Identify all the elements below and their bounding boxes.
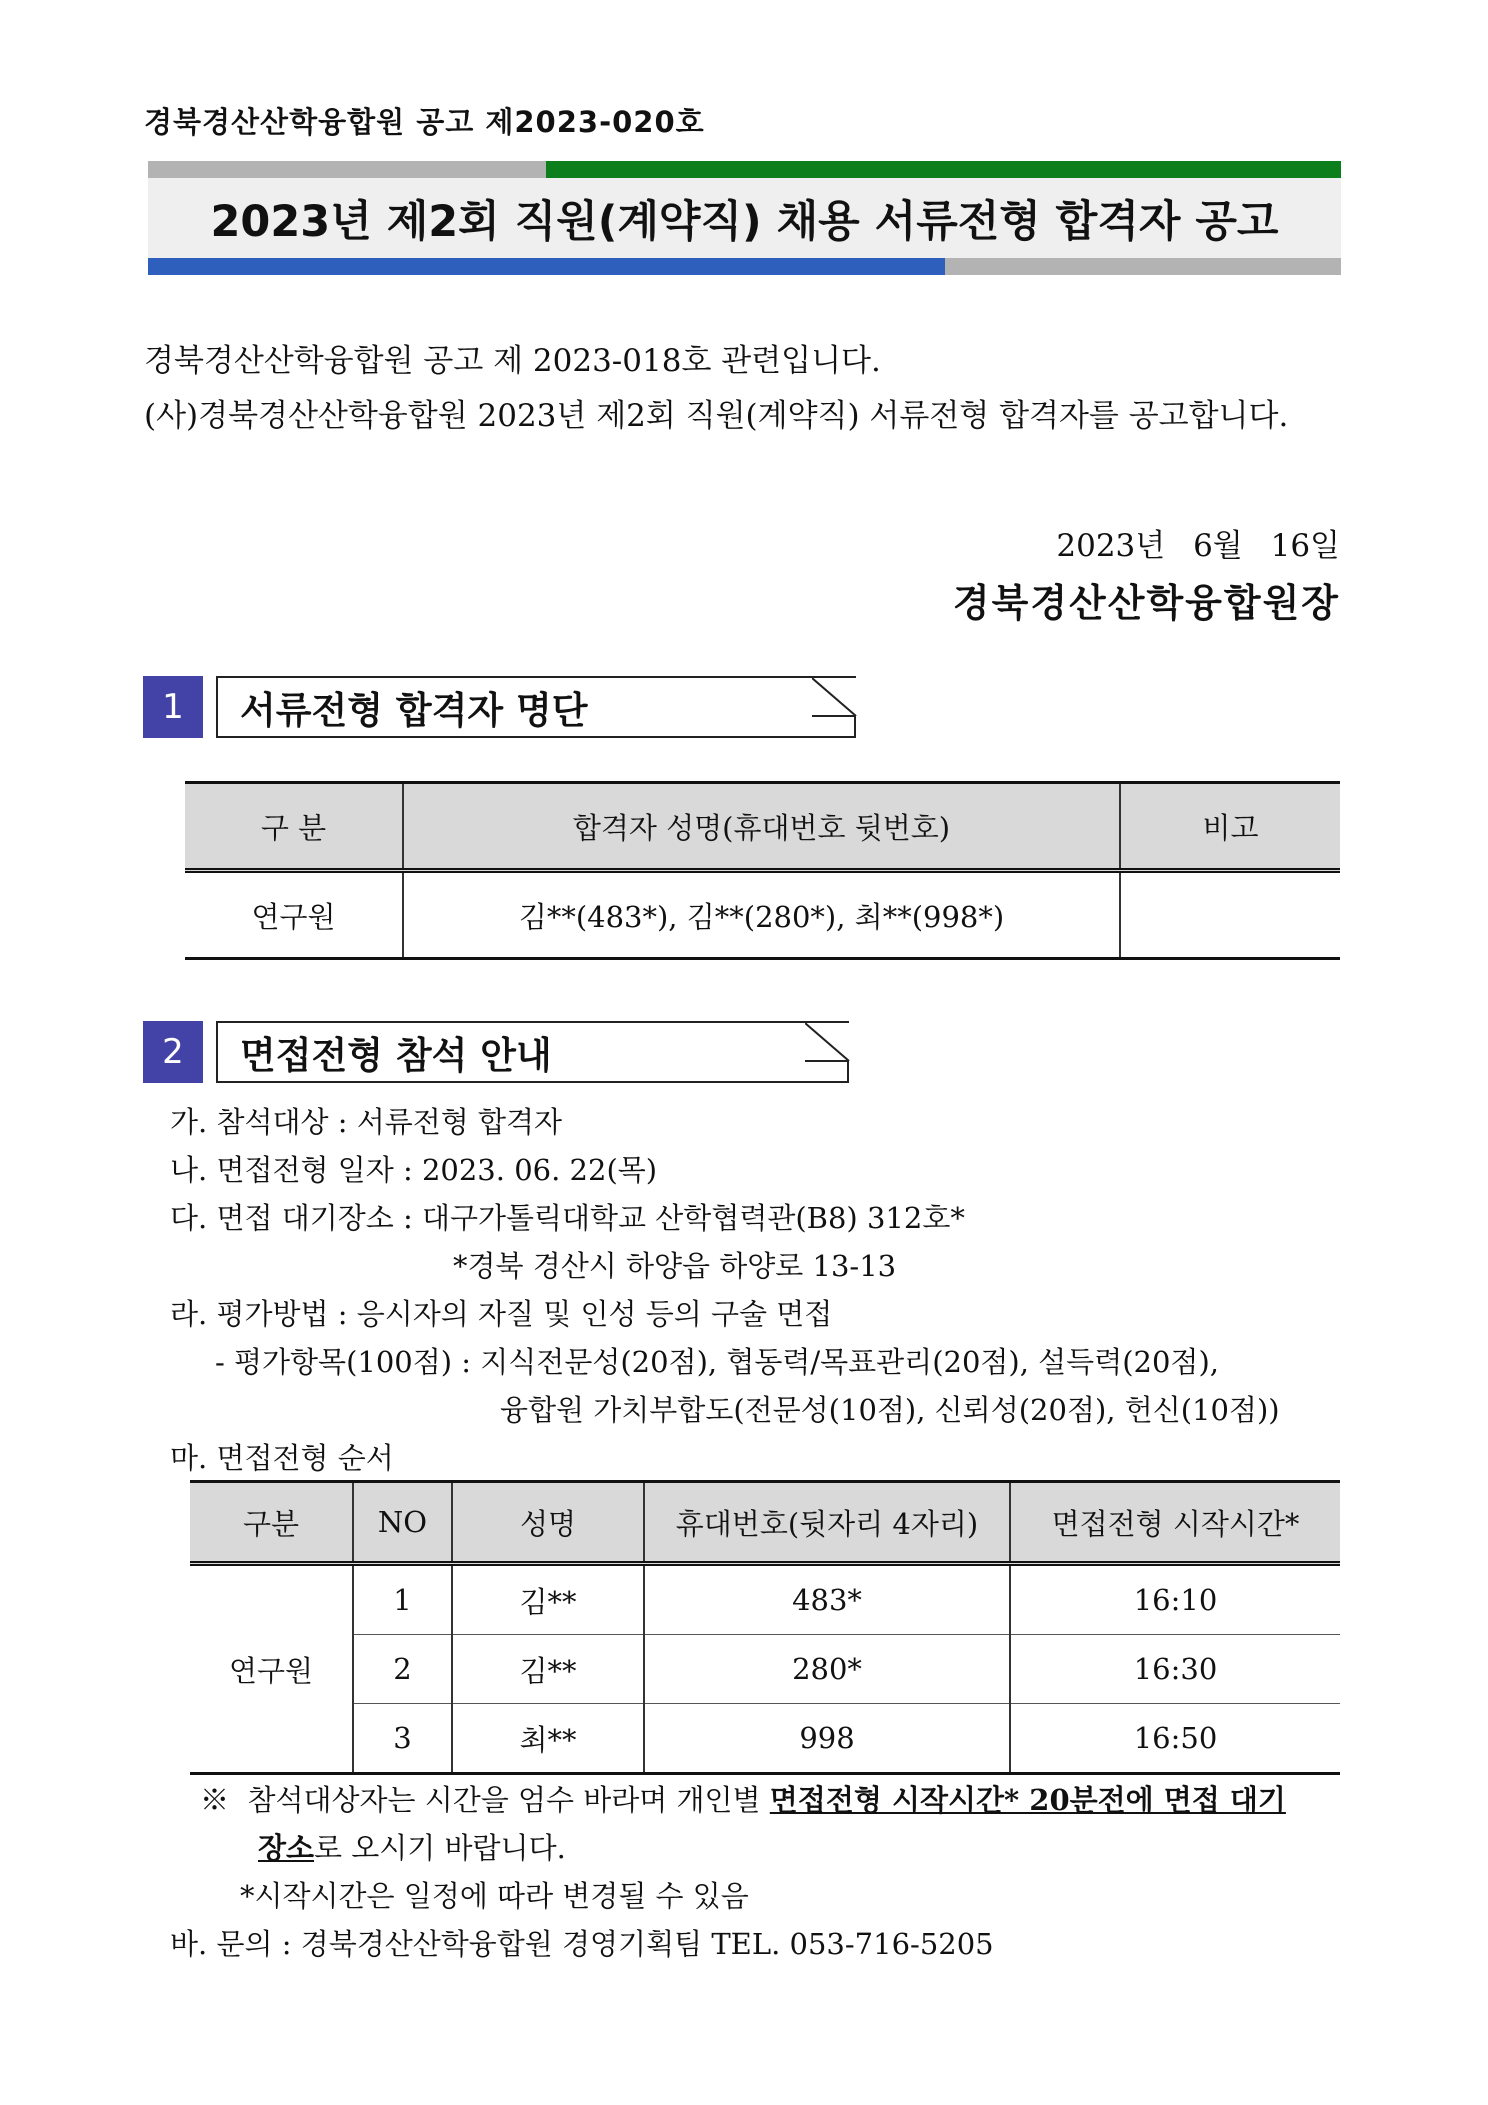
cell-phone: 280* — [644, 1635, 1010, 1704]
table-row — [190, 1635, 1340, 1704]
cell-category: 연구원 — [251, 899, 336, 934]
notice-number: 경북경산산학융합원 공고 제2023-020호 — [144, 105, 705, 139]
note-emphasis-2: 장소 — [258, 1831, 315, 1865]
passers-table — [185, 781, 1340, 960]
cell-no: 1 — [353, 1564, 452, 1635]
col-header-category: 구분 — [190, 1482, 353, 1564]
col-header-phone: 휴대번호(뒷자리 4자리) — [644, 1482, 1010, 1564]
col-header-start-time: 면접전형 시작시간* — [1010, 1482, 1340, 1564]
schedule-table — [190, 1480, 1340, 1775]
note-sub: *시작시간은 일정에 따라 변경될 수 있음 — [240, 1879, 749, 1913]
section-number-1: 1 — [143, 676, 203, 738]
folded-corner-icon — [812, 676, 858, 738]
item-evaluation-criteria-2: 융합원 가치부합도(전문성(10점), 신뢰성(20점), 헌신(10점)) — [500, 1393, 1280, 1427]
table-header-row — [185, 783, 1340, 871]
item-attendees: 가. 참석대상 : 서류전형 합격자 — [170, 1105, 563, 1139]
note-line-2 — [258, 1826, 566, 1867]
cell-time: 16:50 — [1010, 1704, 1340, 1774]
section-title-1 — [216, 676, 856, 738]
cell-names: 김**(483*), 김**(280*), 최**(998*) — [403, 871, 1120, 959]
item-waiting-place: 다. 면접 대기장소 : 대구가톨릭대학교 산학협력관(B8) 312호* — [170, 1201, 965, 1235]
item-address: *경북 경산시 하양읍 하양로 13-13 — [453, 1249, 897, 1283]
cell-name: 김** — [452, 1635, 644, 1704]
title-bar-gray-bottom — [945, 258, 1341, 275]
section-title-1-text: 서류전형 합격자 명단 — [240, 689, 588, 732]
cell-phone: 483* — [644, 1564, 1010, 1635]
col-header-no: NO — [353, 1482, 452, 1564]
schedule-header-row — [190, 1482, 1340, 1564]
item-interview-date: 나. 면접전형 일자 : 2023. 06. 22(목) — [170, 1153, 658, 1187]
section-title-2 — [216, 1021, 849, 1083]
cell-phone: 998 — [644, 1704, 1010, 1774]
notice-date: 2023년 6월 16일 — [1056, 528, 1340, 564]
cell-name: 최** — [452, 1704, 644, 1774]
item-interview-order: 마. 면접전형 순서 — [170, 1441, 394, 1475]
note-line-1 — [200, 1778, 1286, 1819]
cell-no: 2 — [353, 1635, 452, 1704]
intro-line-2: (사)경북경산산학융합원 2023년 제2회 직원(계약직) 서류전형 합격자를 공고합니다. — [144, 398, 1289, 434]
title-bar-blue — [148, 258, 945, 275]
cell-category: 연구원 — [228, 1653, 314, 1688]
note-text-2: 로 오시기 바랍니다. — [314, 1831, 566, 1865]
contact-info: 바. 문의 : 경북경산산학융합원 경영기획팀 TEL. 053-716-5205 — [170, 1927, 994, 1961]
cell-time: 16:30 — [1010, 1635, 1340, 1704]
col-header-name: 성명 — [452, 1482, 644, 1564]
issuer: 경북경산산학융합원장 — [952, 580, 1340, 625]
folded-corner-icon — [805, 1021, 851, 1083]
table-row — [190, 1704, 1340, 1774]
title-bar-gray-top — [148, 161, 546, 178]
intro-line-1: 경북경산산학융합원 공고 제 2023-018호 관련입니다. — [144, 343, 881, 379]
note-mark: ※ — [200, 1783, 230, 1817]
cell-name: 김** — [452, 1564, 644, 1635]
page-title: 2023년 제2회 직원(계약직) 채용 서류전형 합격자 공고 — [148, 178, 1341, 258]
col-header-remarks: 비고 — [1120, 783, 1340, 871]
table-row — [185, 871, 1340, 959]
cell-remarks — [1120, 871, 1340, 959]
section-number-2: 2 — [143, 1021, 203, 1083]
col-header-names: 합격자 성명(휴대번호 뒷번호) — [403, 783, 1120, 871]
item-evaluation-method: 라. 평가방법 : 응시자의 자질 및 인성 등의 구술 면접 — [170, 1297, 833, 1331]
title-bar-green — [546, 161, 1341, 178]
note-emphasis-1: 면접전형 시작시간* 20분전에 면접 대기 — [769, 1783, 1286, 1817]
note-text-1: 참석대상자는 시간을 엄수 바라며 개인별 — [247, 1783, 761, 1817]
table-row — [190, 1564, 1340, 1635]
section-title-2-text: 면접전형 참석 안내 — [240, 1034, 552, 1077]
cell-time: 16:10 — [1010, 1564, 1340, 1635]
col-header-category: 구 분 — [185, 783, 403, 871]
item-evaluation-criteria-1: - 평가항목(100점) : 지식전문성(20점), 협동력/목표관리(20점), 설득력(20점), — [215, 1345, 1219, 1379]
cell-no: 3 — [353, 1704, 452, 1774]
